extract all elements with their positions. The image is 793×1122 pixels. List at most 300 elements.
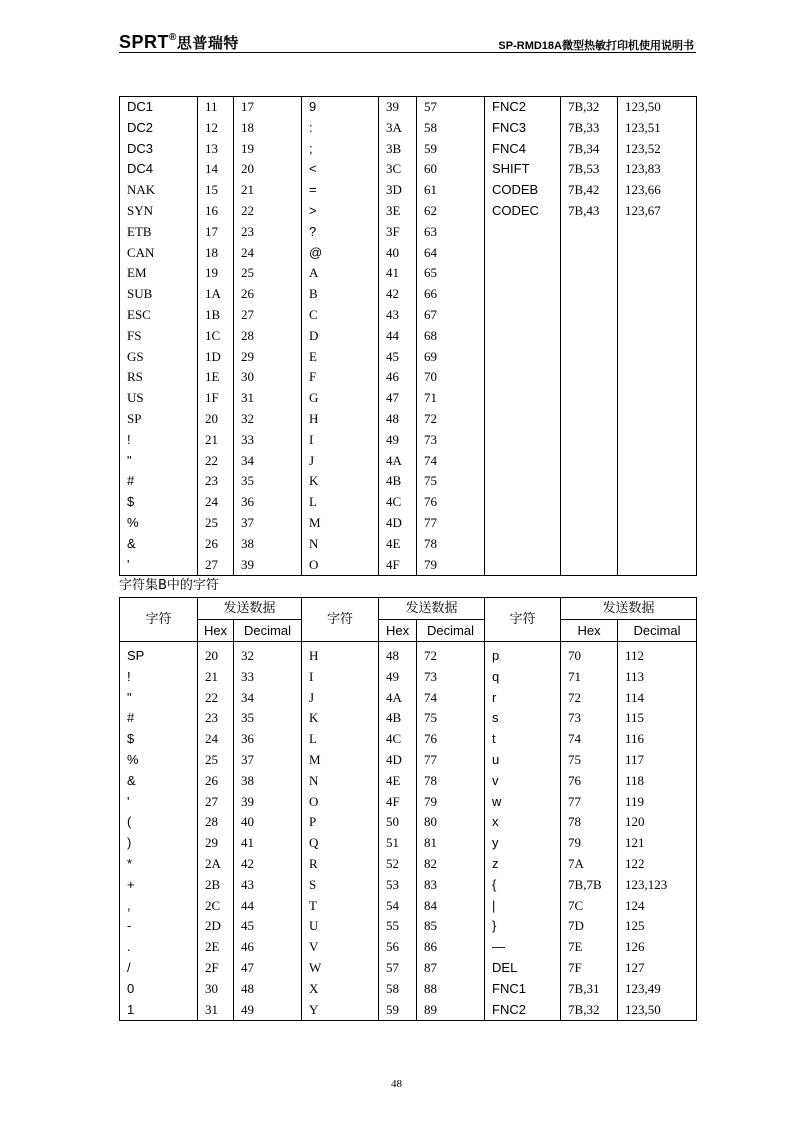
table-cell: DEL <box>485 958 561 979</box>
table-cell <box>618 430 697 451</box>
table-cell: 25 <box>234 263 302 284</box>
table-cell: 2A <box>198 854 234 875</box>
table-cell: . <box>120 937 198 958</box>
hex-header: Hex <box>379 620 417 642</box>
table-row <box>120 305 697 326</box>
table-cell: 32 <box>234 642 302 667</box>
table-cell: 73 <box>417 430 485 451</box>
table-cell: FNC4 <box>485 139 561 160</box>
table-row <box>120 347 697 368</box>
table-cell: GS <box>120 347 198 368</box>
table-row <box>120 284 697 305</box>
table-cell: 7B,33 <box>561 118 618 139</box>
table-cell: 2D <box>198 916 234 937</box>
table-cell: 77 <box>417 513 485 534</box>
table-cell: ! <box>120 430 198 451</box>
table-cell: 75 <box>417 471 485 492</box>
table-row <box>120 97 697 118</box>
table-cell: 69 <box>417 347 485 368</box>
table-row <box>120 201 697 222</box>
table-cell <box>485 430 561 451</box>
table-cell: 3C <box>379 159 417 180</box>
table-cell: 3D <box>379 180 417 201</box>
table-cell: 123,52 <box>618 139 697 160</box>
table-cell: 41 <box>379 263 417 284</box>
table-cell: 49 <box>234 1000 302 1021</box>
document-title: SP-RMD18A微型热敏打印机使用说明书 <box>498 40 694 52</box>
table-cell: 71 <box>417 388 485 409</box>
table-cell: 42 <box>379 284 417 305</box>
table-cell: 65 <box>417 263 485 284</box>
table-cell: 74 <box>417 688 485 709</box>
table-cell: CAN <box>120 243 198 264</box>
table-cell: G <box>302 388 379 409</box>
table-cell: < <box>302 159 379 180</box>
table-cell: 11 <box>198 97 234 118</box>
table-row <box>120 430 697 451</box>
table-cell: 123,50 <box>618 97 697 118</box>
table-cell: 44 <box>234 896 302 917</box>
send-data-header: 发送数据 <box>198 598 302 620</box>
table-cell: 37 <box>234 750 302 771</box>
table-cell: 45 <box>234 916 302 937</box>
table-cell: US <box>120 388 198 409</box>
table-cell: X <box>302 979 379 1000</box>
table-cell <box>561 534 618 555</box>
table-cell <box>485 326 561 347</box>
table-cell <box>485 347 561 368</box>
table-cell: 67 <box>417 305 485 326</box>
table-cell: O <box>302 792 379 813</box>
table-cell: 23 <box>198 471 234 492</box>
table-cell: 35 <box>234 708 302 729</box>
table-cell: 15 <box>198 180 234 201</box>
table-cell: 57 <box>379 958 417 979</box>
table-cell <box>618 263 697 284</box>
table-cell <box>561 222 618 243</box>
table-cell: 2B <box>198 875 234 896</box>
table-cell: - <box>120 916 198 937</box>
table-row <box>120 688 697 709</box>
table-cell: : <box>302 118 379 139</box>
table-cell: 35 <box>234 471 302 492</box>
table-cell: I <box>302 667 379 688</box>
table-cell: ' <box>120 555 198 576</box>
table-cell: 7B,32 <box>561 97 618 118</box>
table-cell: 30 <box>234 367 302 388</box>
table-cell: FNC1 <box>485 979 561 1000</box>
table-cell: SP <box>120 642 198 667</box>
table-cell: 4C <box>379 492 417 513</box>
table-cell: 37 <box>234 513 302 534</box>
brand-name-cn: 思普瑞特 <box>176 34 239 52</box>
table-cell <box>618 305 697 326</box>
table-cell <box>561 430 618 451</box>
table-cell: 4C <box>379 729 417 750</box>
table-cell: B <box>302 284 379 305</box>
table-cell: 55 <box>379 916 417 937</box>
table-cell: 38 <box>234 771 302 792</box>
table-cell: 124 <box>618 896 697 917</box>
table-cell: # <box>120 471 198 492</box>
table-row <box>120 263 697 284</box>
table-cell: 74 <box>561 729 618 750</box>
page-header <box>119 30 696 53</box>
table-cell: L <box>302 729 379 750</box>
table-cell: 123,50 <box>618 1000 697 1021</box>
table-cell <box>561 347 618 368</box>
table-row <box>120 937 697 958</box>
table-cell: 49 <box>379 430 417 451</box>
table-row <box>120 388 697 409</box>
table-cell: 73 <box>417 667 485 688</box>
table-cell: " <box>120 451 198 472</box>
table-cell: 117 <box>618 750 697 771</box>
table-cell: 21 <box>198 430 234 451</box>
table-cell <box>561 263 618 284</box>
table-cell: 52 <box>379 854 417 875</box>
table-cell: 116 <box>618 729 697 750</box>
table-cell: 77 <box>561 792 618 813</box>
table-cell: 26 <box>198 534 234 555</box>
table-cell: 7E <box>561 937 618 958</box>
table-cell: 49 <box>379 667 417 688</box>
table-cell: R <box>302 854 379 875</box>
table-cell: 16 <box>198 201 234 222</box>
table-cell: x <box>485 812 561 833</box>
table-row <box>120 979 697 1000</box>
table-cell <box>485 243 561 264</box>
table-cell: CODEC <box>485 201 561 222</box>
brand-logo <box>119 32 239 53</box>
table-cell: 66 <box>417 284 485 305</box>
table-cell: P <box>302 812 379 833</box>
table-cell <box>561 513 618 534</box>
table-cell: 21 <box>234 180 302 201</box>
send-data-header: 发送数据 <box>561 598 697 620</box>
table-cell: 14 <box>198 159 234 180</box>
table-cell: 64 <box>417 243 485 264</box>
table-row <box>120 854 697 875</box>
table-cell: 12 <box>198 118 234 139</box>
table-cell: W <box>302 958 379 979</box>
table-cell: 72 <box>561 688 618 709</box>
table-cell: ? <box>302 222 379 243</box>
table-cell <box>618 451 697 472</box>
table-cell: L <box>302 492 379 513</box>
table-cell: 57 <box>417 97 485 118</box>
table-cell: 123,51 <box>618 118 697 139</box>
table-cell: 1B <box>198 305 234 326</box>
table-cell <box>618 513 697 534</box>
table-cell: 118 <box>618 771 697 792</box>
char-header: 字符 <box>485 598 561 642</box>
table-cell: 81 <box>417 833 485 854</box>
table-cell: / <box>120 958 198 979</box>
table-row <box>120 708 697 729</box>
table-row <box>120 471 697 492</box>
table-cell: 82 <box>417 854 485 875</box>
table-cell: 75 <box>561 750 618 771</box>
table-cell: NAK <box>120 180 198 201</box>
table-cell: 4A <box>379 451 417 472</box>
table-cell: 123,83 <box>618 159 697 180</box>
table-cell: 41 <box>234 833 302 854</box>
table-cell: 123,67 <box>618 201 697 222</box>
table-cell: 7B,7B <box>561 875 618 896</box>
table-cell: CODEB <box>485 180 561 201</box>
table-cell: 32 <box>234 409 302 430</box>
table-cell: 43 <box>379 305 417 326</box>
table-cell: 3E <box>379 201 417 222</box>
table-cell: 76 <box>417 729 485 750</box>
char-header: 字符 <box>120 598 198 642</box>
table-cell: 113 <box>618 667 697 688</box>
table-cell <box>618 222 697 243</box>
table-cell: 33 <box>234 430 302 451</box>
table-cell: 28 <box>198 812 234 833</box>
table-cell: % <box>120 750 198 771</box>
table-cell: FS <box>120 326 198 347</box>
table-row <box>120 451 697 472</box>
table-cell: 83 <box>417 875 485 896</box>
table-cell: E <box>302 347 379 368</box>
table-cell: J <box>302 451 379 472</box>
table-cell: v <box>485 771 561 792</box>
table-cell: 7B,34 <box>561 139 618 160</box>
table-cell: 59 <box>379 1000 417 1021</box>
table-cell: 78 <box>561 812 618 833</box>
table-cell: 121 <box>618 833 697 854</box>
table-cell: | <box>485 896 561 917</box>
character-set-b-table-body <box>120 642 697 1021</box>
table-cell <box>618 492 697 513</box>
table-cell <box>485 388 561 409</box>
table-cell: 27 <box>234 305 302 326</box>
table-cell: H <box>302 409 379 430</box>
table-cell <box>561 388 618 409</box>
table-cell: 17 <box>234 97 302 118</box>
table-cell: M <box>302 513 379 534</box>
table-cell: " <box>120 688 198 709</box>
table-cell: 3F <box>379 222 417 243</box>
table-cell: 3B <box>379 139 417 160</box>
table-cell: 50 <box>379 812 417 833</box>
table-cell: 4F <box>379 555 417 576</box>
table-cell: 13 <box>198 139 234 160</box>
table-row <box>120 180 697 201</box>
send-data-header: 发送数据 <box>379 598 485 620</box>
table-cell: 25 <box>198 513 234 534</box>
table-cell: RS <box>120 367 198 388</box>
table-row <box>120 771 697 792</box>
table-cell: 7A <box>561 854 618 875</box>
table-cell: s <box>485 708 561 729</box>
table-cell: K <box>302 708 379 729</box>
table-cell: 114 <box>618 688 697 709</box>
table-cell: M <box>302 750 379 771</box>
table-cell: 25 <box>198 750 234 771</box>
table-cell: 4E <box>379 534 417 555</box>
table-cell: 1A <box>198 284 234 305</box>
table-cell: 7B,53 <box>561 159 618 180</box>
table-cell <box>618 555 697 576</box>
table-cell: w <box>485 792 561 813</box>
table-cell: ESC <box>120 305 198 326</box>
table-cell: 46 <box>234 937 302 958</box>
table-cell: 20 <box>198 409 234 430</box>
table-cell: 7D <box>561 916 618 937</box>
table-cell: 75 <box>417 708 485 729</box>
table-cell: t <box>485 729 561 750</box>
table-cell: 89 <box>417 1000 485 1021</box>
table-cell: 63 <box>417 222 485 243</box>
table-cell: 70 <box>561 642 618 667</box>
table-cell: 51 <box>379 833 417 854</box>
decimal-header: Decimal <box>234 620 302 642</box>
table-cell <box>561 284 618 305</box>
table-cell: 77 <box>417 750 485 771</box>
table-cell <box>561 451 618 472</box>
table-cell: r <box>485 688 561 709</box>
table-cell: u <box>485 750 561 771</box>
table-cell <box>485 451 561 472</box>
table-cell <box>618 347 697 368</box>
table-cell <box>561 243 618 264</box>
table-cell: I <box>302 430 379 451</box>
table-cell: 122 <box>618 854 697 875</box>
table-cell: 47 <box>234 958 302 979</box>
table-cell: 48 <box>234 979 302 1000</box>
table-cell: DC4 <box>120 159 198 180</box>
table-cell: 0 <box>120 979 198 1000</box>
table-cell: FNC2 <box>485 1000 561 1021</box>
table-cell: 86 <box>417 937 485 958</box>
table-cell: 43 <box>234 875 302 896</box>
table-cell <box>561 305 618 326</box>
table-cell <box>485 305 561 326</box>
table-cell <box>485 492 561 513</box>
table-row <box>120 1000 697 1021</box>
table-cell: 68 <box>417 326 485 347</box>
table-cell: + <box>120 875 198 896</box>
character-table-continued <box>119 96 697 576</box>
table-cell: 2C <box>198 896 234 917</box>
table-cell: $ <box>120 492 198 513</box>
table-row <box>120 958 697 979</box>
table-row <box>120 243 697 264</box>
table-cell: 26 <box>198 771 234 792</box>
table-cell: 34 <box>234 451 302 472</box>
table-cell: K <box>302 471 379 492</box>
table-cell <box>618 534 697 555</box>
table-cell <box>485 284 561 305</box>
table-cell: 44 <box>379 326 417 347</box>
table-cell: 87 <box>417 958 485 979</box>
table-cell <box>485 263 561 284</box>
table-cell: } <box>485 916 561 937</box>
table-cell <box>561 326 618 347</box>
table-cell: 39 <box>379 97 417 118</box>
table-cell: 31 <box>234 388 302 409</box>
registered-mark: ® <box>169 32 177 43</box>
table-cell: 58 <box>417 118 485 139</box>
table-cell: 56 <box>379 937 417 958</box>
table-cell: FNC3 <box>485 118 561 139</box>
table-row <box>120 875 697 896</box>
table-cell: — <box>485 937 561 958</box>
page-number: 48 <box>391 1078 402 1090</box>
table-cell: 53 <box>379 875 417 896</box>
table-row <box>120 222 697 243</box>
table-cell: 24 <box>198 729 234 750</box>
table-cell: 36 <box>234 729 302 750</box>
table-cell: 126 <box>618 937 697 958</box>
table-cell: 19 <box>198 263 234 284</box>
table-cell: 1F <box>198 388 234 409</box>
table-cell: 79 <box>561 833 618 854</box>
table-cell: S <box>302 875 379 896</box>
table-cell <box>561 492 618 513</box>
table-cell: 7F <box>561 958 618 979</box>
table-cell: 127 <box>618 958 697 979</box>
table-cell: Y <box>302 1000 379 1021</box>
table-cell: 20 <box>234 159 302 180</box>
table-cell: 72 <box>417 409 485 430</box>
table-cell <box>618 471 697 492</box>
table-cell: ETB <box>120 222 198 243</box>
table-cell: D <box>302 326 379 347</box>
table-cell: 24 <box>234 243 302 264</box>
table-cell: 42 <box>234 854 302 875</box>
table-cell: SHIFT <box>485 159 561 180</box>
table-cell: N <box>302 534 379 555</box>
table-row <box>120 555 697 576</box>
table-cell: 2F <box>198 958 234 979</box>
table-cell: 72 <box>417 642 485 667</box>
table-cell <box>485 534 561 555</box>
decimal-header: Decimal <box>417 620 485 642</box>
table-cell: = <box>302 180 379 201</box>
table-cell: 1 <box>120 1000 198 1021</box>
table-cell: 71 <box>561 667 618 688</box>
table-cell: F <box>302 367 379 388</box>
table-cell: $ <box>120 729 198 750</box>
table-cell: DC1 <box>120 97 198 118</box>
table-cell: U <box>302 916 379 937</box>
char-header: 字符 <box>302 598 379 642</box>
table-cell: z <box>485 854 561 875</box>
table-cell: 76 <box>417 492 485 513</box>
table-cell: O <box>302 555 379 576</box>
table-row <box>120 667 697 688</box>
table-cell: 85 <box>417 916 485 937</box>
table-cell: 18 <box>198 243 234 264</box>
decimal-header: Decimal <box>618 620 697 642</box>
table-cell: 4B <box>379 471 417 492</box>
table-cell: 23 <box>198 708 234 729</box>
table-cell: 123,123 <box>618 875 697 896</box>
table-cell: FNC2 <box>485 97 561 118</box>
table-cell: 39 <box>234 792 302 813</box>
table-cell: 45 <box>379 347 417 368</box>
table-cell: @ <box>302 243 379 264</box>
table-cell <box>485 471 561 492</box>
table-cell: 76 <box>561 771 618 792</box>
table-cell: & <box>120 534 198 555</box>
table-cell: 58 <box>379 979 417 1000</box>
table-cell: 4A <box>379 688 417 709</box>
